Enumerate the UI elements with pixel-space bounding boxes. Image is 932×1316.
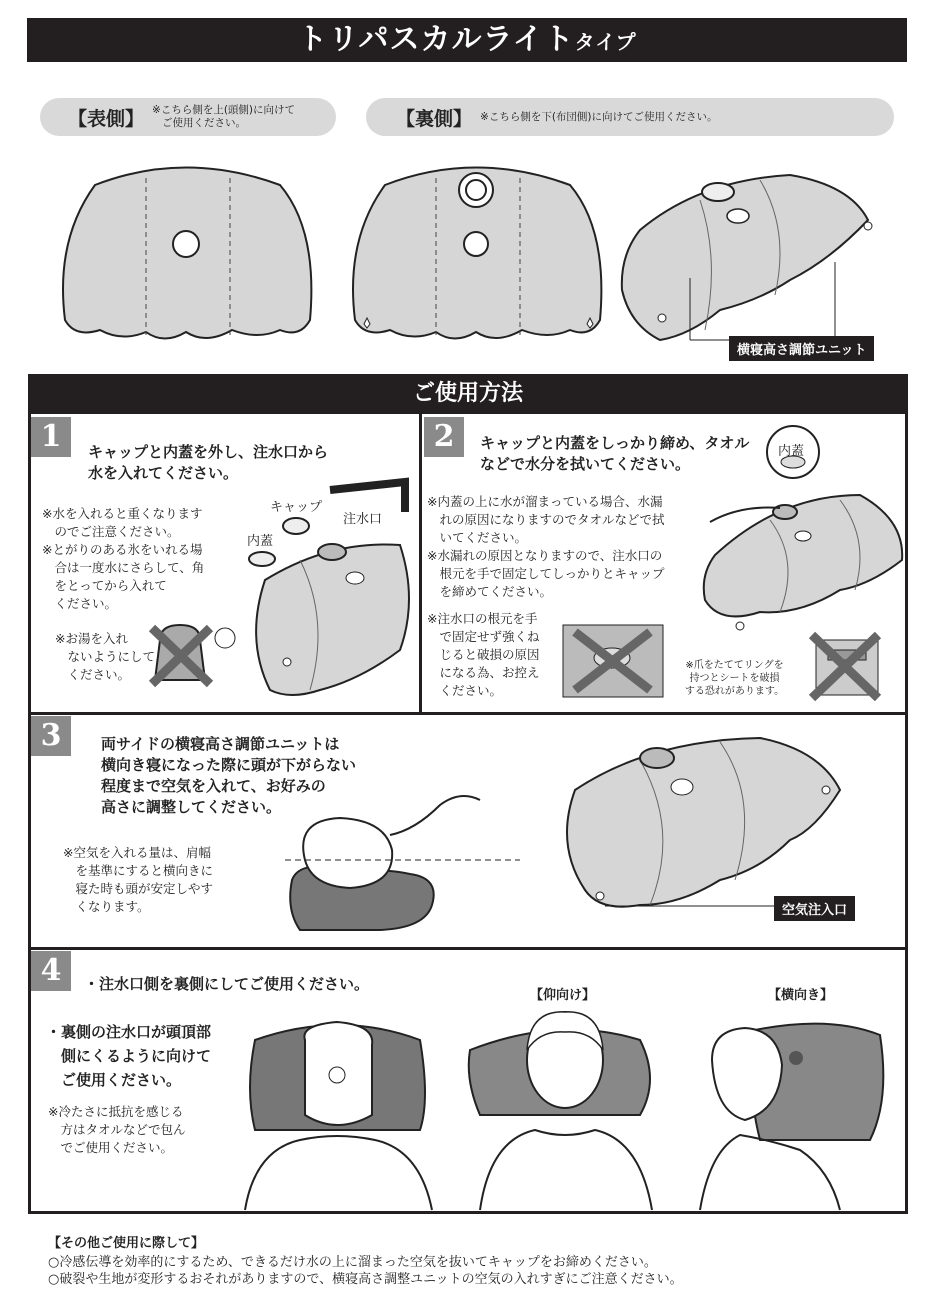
step4-heading: ・注水口側を裏側にしてご使用ください。 (84, 975, 370, 993)
step4-sub-line: ・裏側の注水口が頭頂部 (46, 1023, 212, 1041)
usage-title: ご使用方法 (28, 374, 908, 414)
step4-note: でご使用ください。 (48, 1140, 174, 1155)
title-main: トリパスカルライト (297, 22, 575, 57)
step3-heading-line: 程度まで空気を入れて、お好みの (101, 777, 326, 795)
title-suffix: タイプ (574, 30, 637, 54)
step3-note: くなります。 (63, 899, 150, 914)
label-supine: 【仰向け】 (530, 988, 596, 1003)
label-water-inlet: 注水口 (343, 512, 383, 527)
step3-number: 3 (31, 716, 71, 756)
hot-note-line: ※お湯を入れ (55, 631, 128, 646)
step2-note2: ください。 (427, 683, 503, 698)
step1-note: ください。 (42, 596, 118, 611)
nail-note-line: する恐れがあります。 (684, 686, 785, 697)
step1-number: 1 (31, 417, 71, 457)
step4-number: 4 (31, 951, 71, 991)
step3-note: 寝た時も頭が安定しやす (63, 881, 214, 896)
step2-label-inner-lid: 内蓋 (778, 444, 805, 459)
step2-heading-line1: キャップと内蓋をしっかり締め、タオル (480, 434, 750, 452)
step2-note2: じると破損の原因 (427, 647, 540, 662)
step1-note: をとってから入れて (42, 578, 167, 593)
step2-note: ※水漏れの原因となりますので、注水口の (427, 548, 663, 563)
step4-sub-line: 側にくるように向けて (46, 1047, 212, 1065)
top-view-head-diagram (245, 1022, 432, 1210)
step2-note2: で固定せず強くね (427, 629, 540, 644)
footer-heading: 【その他ご使用に際して】 (48, 1236, 205, 1251)
step4-note: 方はタオルなどで包ん (48, 1122, 186, 1137)
step3-heading-line: 横向き寝になった際に頭が下がらない (101, 756, 357, 774)
nail-note-line: 持つとシートを破損 (689, 673, 780, 684)
step2-note2: になる為、お控え (427, 665, 540, 680)
label-inner-lid: 内蓋 (247, 534, 274, 549)
step3-note: を基準にすると横向きに (63, 863, 214, 878)
footer-lines (48, 1254, 908, 1288)
step2-note: ※内蓋の上に水が溜まっている場合、水漏 (427, 494, 663, 509)
step3-note: ※空気を入れる量は、肩幅 (63, 845, 211, 860)
step2-number: 2 (424, 417, 464, 457)
nail-note-line: ※爪をたててリングを (685, 660, 784, 671)
step2-note: いてください。 (427, 530, 528, 545)
step1-note: ※水を入れると重くなります (42, 506, 203, 521)
back-side-label: 【裏側】 (396, 107, 473, 130)
front-note-line2: ご使用ください。 (162, 117, 247, 129)
label-cap: キャップ (270, 500, 323, 515)
step2-note2: ※注水口の根元を手 (427, 611, 538, 626)
step3-heading-line: 両サイドの横寝高さ調節ユニットは (101, 735, 340, 753)
step2-note: を締めてください。 (427, 584, 553, 599)
back-side-note: ※こちら側を下(布団側)に向けてご使用ください。 (480, 110, 718, 123)
step1-note: のでご注意ください。 (42, 524, 180, 539)
hot-note-line: ください。 (55, 667, 131, 682)
step2-note: れの原因になりますのでタオルなどで拭 (427, 512, 665, 527)
supine-person-illustration (469, 1012, 652, 1210)
step4-note: ※冷たさに抵抗を感じる (48, 1104, 184, 1119)
step2-heading-line2: などで水分を拭いてください。 (480, 455, 691, 473)
front-side-label: 【表側】 (68, 107, 145, 130)
front-note-line1: ※こちら側を上(頭側)に向けて (152, 104, 296, 116)
step1-note: 合は一度水にさらして、角 (42, 560, 205, 575)
unit-label: 横寝高さ調節ユニット (729, 336, 874, 361)
air-inlet-label: 空気注入口 (774, 896, 855, 921)
side-person-illustration (700, 1024, 883, 1210)
label-side: 【横向き】 (768, 988, 834, 1003)
step1-heading-line2: 水を入れてください。 (88, 464, 239, 482)
footer-line: ○冷感伝導を効率的にするため、できるだけ水の上に溜まった空気を抜いてキャップをお締めください。 (48, 1255, 657, 1270)
step2-note: 根元を手で固定してしっかりとキャップ (427, 566, 665, 581)
step4-sub-line: ご使用ください。 (46, 1071, 182, 1089)
footer-line: ○破裂や生地が変形するおそれがありますので、横寝高さ調整ユニットの空気の入れすぎにご注意ください。 (48, 1272, 683, 1287)
hot-note-line: ないようにして (55, 649, 156, 664)
step1-note: ※とがりのある氷をいれる場 (42, 542, 203, 557)
step3-heading-line: 高さに調整してください。 (101, 798, 282, 816)
step1-heading-line1: キャップと内蓋を外し、注水口から (88, 443, 329, 461)
